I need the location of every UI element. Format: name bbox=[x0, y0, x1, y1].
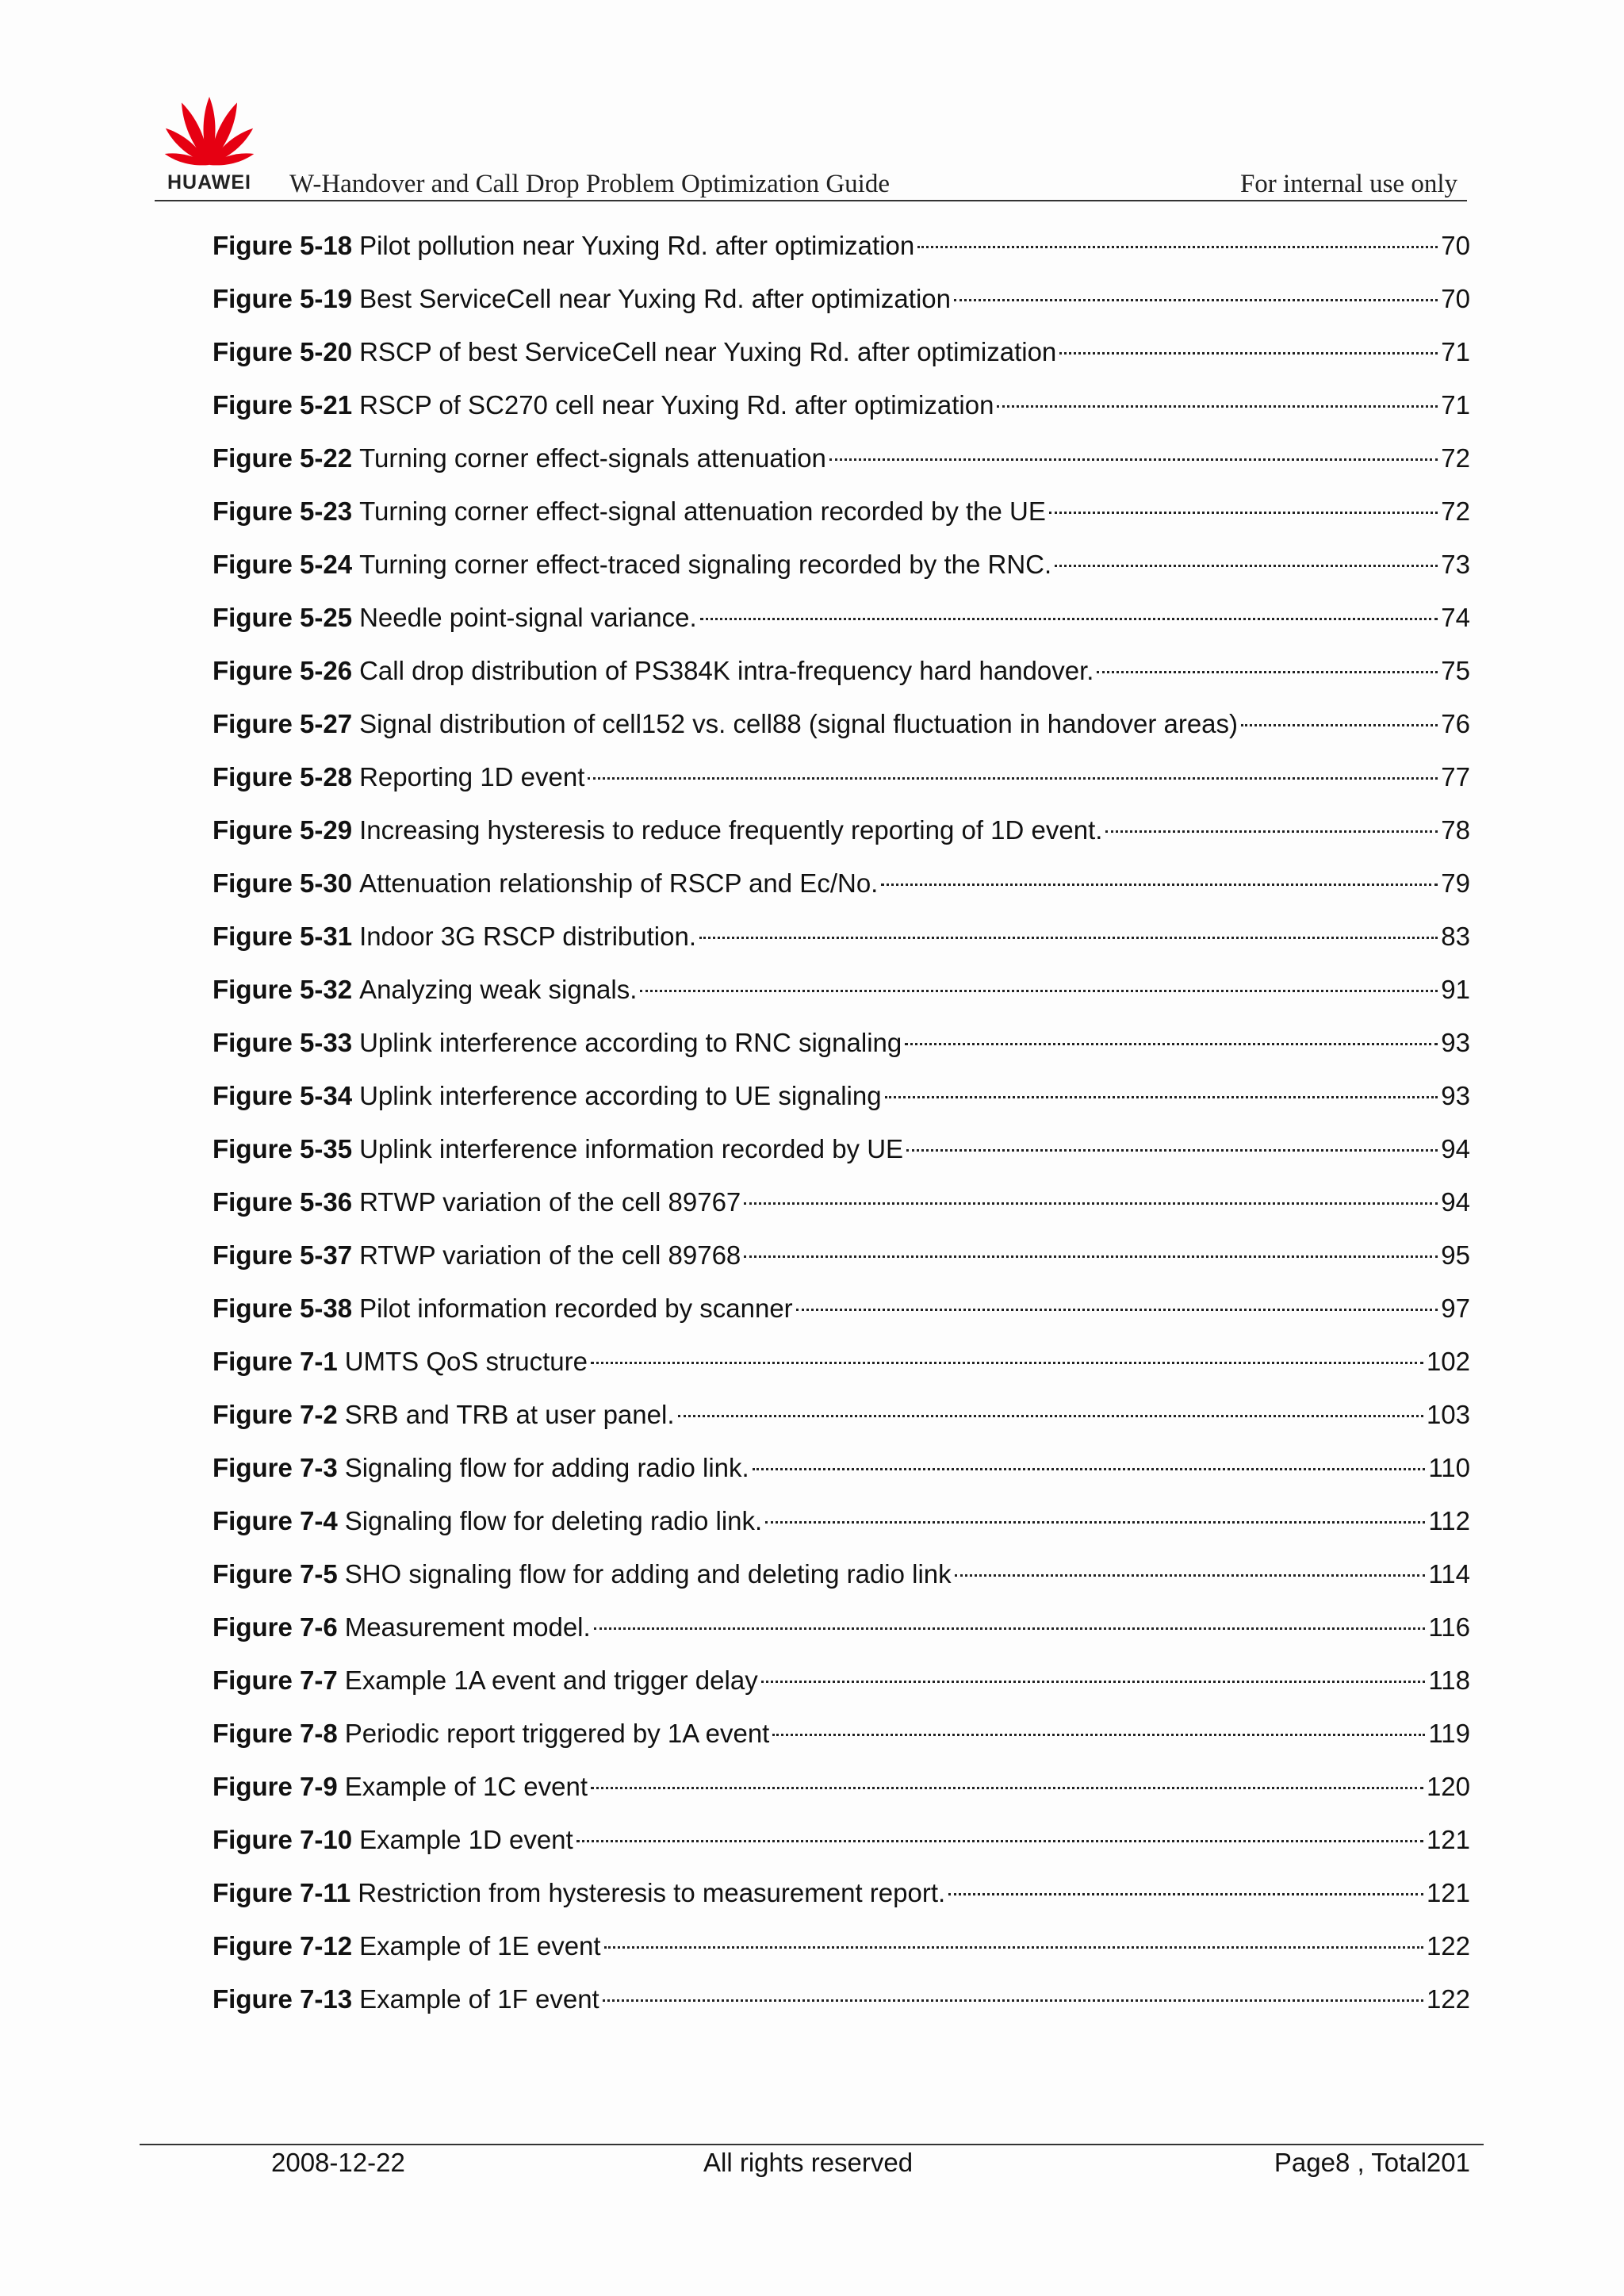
toc-entry[interactable] bbox=[213, 1554, 1470, 1607]
toc-figure-number: Figure 7-3 bbox=[213, 1453, 338, 1482]
toc-figure-number: Figure 5-32 bbox=[213, 975, 353, 1004]
toc-dot-leader bbox=[761, 1681, 1426, 1683]
toc-title: Pilot information recorded by scanner bbox=[359, 1294, 793, 1323]
toc-dot-leader bbox=[917, 246, 1438, 248]
toc-dot-leader bbox=[885, 1096, 1438, 1098]
toc-figure-number: Figure 5-18 bbox=[213, 231, 353, 260]
toc-figure-number: Figure 5-31 bbox=[213, 922, 353, 951]
toc-entry[interactable] bbox=[213, 1979, 1470, 2032]
toc-title: Example of 1F event bbox=[359, 1984, 599, 2014]
toc-entry[interactable] bbox=[213, 757, 1470, 810]
table-of-figures bbox=[213, 225, 1470, 2032]
toc-page-number: 70 bbox=[1441, 231, 1470, 260]
toc-figure-number: Figure 5-30 bbox=[213, 868, 353, 898]
toc-entry[interactable] bbox=[213, 332, 1470, 385]
toc-dot-leader bbox=[576, 1840, 1423, 1842]
toc-dot-leader bbox=[1055, 565, 1438, 567]
toc-entry[interactable] bbox=[213, 810, 1470, 863]
toc-title: Restriction from hysteresis to measurement report. bbox=[358, 1878, 946, 1907]
toc-page-number: 110 bbox=[1428, 1453, 1470, 1482]
toc-entry[interactable] bbox=[213, 1129, 1470, 1182]
toc-title: Example 1A event and trigger delay bbox=[344, 1665, 758, 1695]
toc-dot-leader bbox=[881, 884, 1438, 886]
toc-entry[interactable] bbox=[213, 1394, 1470, 1447]
toc-entry[interactable] bbox=[213, 1926, 1470, 1979]
toc-page-number: 97 bbox=[1441, 1294, 1470, 1323]
toc-dot-leader bbox=[699, 937, 1438, 939]
toc-entry[interactable] bbox=[213, 1660, 1470, 1713]
toc-title: Example of 1E event bbox=[359, 1931, 601, 1961]
toc-title: Turning corner effect-traced signaling recorded by the RNC. bbox=[359, 550, 1052, 579]
toc-figure-number: Figure 7-6 bbox=[213, 1612, 338, 1642]
toc-entry[interactable] bbox=[213, 1235, 1470, 1288]
toc-title: Signaling flow for deleting radio link. bbox=[344, 1506, 763, 1535]
huawei-logo bbox=[157, 89, 262, 194]
toc-page-number: 94 bbox=[1441, 1134, 1470, 1163]
toc-title: Needle point-signal variance. bbox=[359, 603, 697, 632]
toc-entry[interactable] bbox=[213, 969, 1470, 1022]
toc-title: Reporting 1D event bbox=[359, 762, 585, 792]
toc-title: Uplink interference according to RNC signaling bbox=[359, 1028, 902, 1057]
toc-page-number: 114 bbox=[1428, 1559, 1470, 1589]
toc-dot-leader bbox=[796, 1309, 1438, 1311]
toc-page-number: 121 bbox=[1426, 1878, 1470, 1907]
toc-title: Turning corner effect-signals attenuation bbox=[359, 443, 826, 473]
toc-title: Signal distribution of cell152 vs. cell88 (signal fluctuation in handover areas) bbox=[359, 709, 1239, 738]
toc-entry[interactable] bbox=[213, 1182, 1470, 1235]
toc-figure-number: Figure 5-37 bbox=[213, 1240, 353, 1270]
toc-page-number: 91 bbox=[1441, 975, 1470, 1004]
toc-page-number: 103 bbox=[1426, 1400, 1470, 1429]
toc-dot-leader bbox=[906, 1149, 1438, 1152]
toc-dot-leader bbox=[1059, 352, 1438, 355]
toc-dot-leader bbox=[772, 1734, 1425, 1736]
toc-dot-leader bbox=[603, 1999, 1423, 2002]
toc-figure-number: Figure 5-23 bbox=[213, 496, 353, 526]
toc-figure-number: Figure 7-11 bbox=[213, 1878, 351, 1907]
footer-page-info: Page8 , Total201 bbox=[1274, 2148, 1470, 2177]
toc-figure-number: Figure 5-24 bbox=[213, 550, 353, 579]
toc-page-number: 116 bbox=[1428, 1612, 1470, 1642]
toc-title: Uplink interference information recorded by UE bbox=[359, 1134, 904, 1163]
toc-page-number: 120 bbox=[1426, 1772, 1470, 1801]
toc-dot-leader bbox=[1097, 671, 1438, 673]
toc-title: Call drop distribution of PS384K intra-frequency hard handover. bbox=[359, 656, 1094, 685]
toc-page-number: 83 bbox=[1441, 922, 1470, 951]
toc-title: Uplink interference according to UE signaling bbox=[359, 1081, 882, 1110]
toc-dot-leader bbox=[753, 1468, 1426, 1470]
toc-page-number: 122 bbox=[1426, 1984, 1470, 2014]
toc-page-number: 73 bbox=[1441, 550, 1470, 579]
footer-rights: All rights reserved bbox=[703, 2148, 914, 2177]
toc-dot-leader bbox=[640, 990, 1438, 992]
toc-page-number: 77 bbox=[1441, 762, 1470, 792]
toc-figure-number: Figure 7-8 bbox=[213, 1719, 338, 1748]
toc-entry[interactable] bbox=[213, 385, 1470, 438]
toc-page-number: 72 bbox=[1441, 443, 1470, 473]
toc-page-number: 75 bbox=[1441, 656, 1470, 685]
toc-dot-leader bbox=[594, 1627, 1426, 1630]
toc-dot-leader bbox=[591, 1362, 1423, 1364]
toc-entry[interactable] bbox=[213, 225, 1470, 278]
toc-title: Increasing hysteresis to reduce frequently reporting of 1D event. bbox=[359, 815, 1103, 845]
toc-figure-number: Figure 7-5 bbox=[213, 1559, 338, 1589]
toc-figure-number: Figure 5-34 bbox=[213, 1081, 353, 1110]
huawei-petals-icon bbox=[157, 89, 262, 168]
toc-figure-number: Figure 5-38 bbox=[213, 1294, 353, 1323]
toc-page-number: 121 bbox=[1426, 1825, 1470, 1854]
header-divider bbox=[155, 200, 1467, 201]
toc-entry[interactable] bbox=[213, 438, 1470, 491]
toc-title: Indoor 3G RSCP distribution. bbox=[359, 922, 697, 951]
toc-entry[interactable] bbox=[213, 1022, 1470, 1075]
toc-entry[interactable] bbox=[213, 1341, 1470, 1394]
toc-dot-leader bbox=[744, 1202, 1438, 1205]
toc-page-number: 102 bbox=[1426, 1347, 1470, 1376]
toc-page-number: 93 bbox=[1441, 1028, 1470, 1057]
toc-title: Analyzing weak signals. bbox=[359, 975, 638, 1004]
toc-title: Turning corner effect-signal attenuation recorded by the UE bbox=[359, 496, 1046, 526]
toc-dot-leader bbox=[588, 777, 1438, 780]
toc-figure-number: Figure 5-27 bbox=[213, 709, 353, 738]
toc-entry[interactable] bbox=[213, 1501, 1470, 1554]
toc-entry[interactable] bbox=[213, 1819, 1470, 1872]
toc-title: Attenuation relationship of RSCP and Ec/No. bbox=[359, 868, 879, 898]
toc-dot-leader bbox=[905, 1043, 1438, 1045]
page-footer bbox=[0, 2148, 1624, 2187]
toc-figure-number: Figure 5-21 bbox=[213, 390, 353, 420]
toc-entry[interactable] bbox=[213, 1288, 1470, 1341]
toc-entry[interactable] bbox=[213, 703, 1470, 757]
toc-dot-leader bbox=[955, 1574, 1426, 1577]
toc-page-number: 74 bbox=[1441, 603, 1470, 632]
toc-entry[interactable] bbox=[213, 1075, 1470, 1129]
toc-title: Measurement model. bbox=[344, 1612, 591, 1642]
toc-entry[interactable] bbox=[213, 1766, 1470, 1819]
toc-dot-leader bbox=[1105, 830, 1438, 833]
toc-title: Example of 1C event bbox=[344, 1772, 588, 1801]
toc-title: SRB and TRB at user panel. bbox=[344, 1400, 675, 1429]
toc-dot-leader bbox=[678, 1415, 1423, 1417]
toc-dot-leader bbox=[765, 1521, 1425, 1524]
toc-figure-number: Figure 7-12 bbox=[213, 1931, 353, 1961]
classification-label: For internal use only bbox=[1239, 170, 1457, 198]
toc-figure-number: Figure 5-35 bbox=[213, 1134, 353, 1163]
toc-title: Example 1D event bbox=[359, 1825, 573, 1854]
toc-entry[interactable] bbox=[213, 491, 1470, 544]
toc-figure-number: Figure 7-10 bbox=[213, 1825, 353, 1854]
toc-dot-leader bbox=[954, 299, 1438, 301]
toc-figure-number: Figure 5-28 bbox=[213, 762, 353, 792]
toc-page-number: 71 bbox=[1441, 337, 1470, 366]
toc-title: Signaling flow for adding radio link. bbox=[344, 1453, 749, 1482]
toc-figure-number: Figure 5-26 bbox=[213, 656, 353, 685]
toc-entry[interactable] bbox=[213, 597, 1470, 650]
toc-title: RTWP variation of the cell 89768 bbox=[359, 1240, 741, 1270]
logo-text: HUAWEI bbox=[167, 171, 251, 194]
toc-title: UMTS QoS structure bbox=[344, 1347, 588, 1376]
toc-entry[interactable] bbox=[213, 1713, 1470, 1766]
toc-page-number: 79 bbox=[1441, 868, 1470, 898]
toc-entry[interactable] bbox=[213, 863, 1470, 916]
toc-figure-number: Figure 7-4 bbox=[213, 1506, 338, 1535]
toc-figure-number: Figure 7-2 bbox=[213, 1400, 338, 1429]
toc-figure-number: Figure 7-9 bbox=[213, 1772, 338, 1801]
toc-dot-leader bbox=[948, 1893, 1423, 1895]
toc-title: RSCP of best ServiceCell near Yuxing Rd. after optimization bbox=[359, 337, 1057, 366]
toc-dot-leader bbox=[604, 1946, 1423, 1949]
toc-figure-number: Figure 7-7 bbox=[213, 1665, 338, 1695]
toc-dot-leader bbox=[829, 458, 1438, 461]
toc-dot-leader bbox=[1049, 512, 1438, 514]
document-title: W-Handover and Call Drop Problem Optimization Guide bbox=[289, 170, 891, 198]
toc-figure-number: Figure 5-20 bbox=[213, 337, 353, 366]
toc-title: SHO signaling flow for adding and deleting radio link bbox=[344, 1559, 952, 1589]
toc-page-number: 72 bbox=[1441, 496, 1470, 526]
toc-figure-number: Figure 5-29 bbox=[213, 815, 353, 845]
toc-page-number: 112 bbox=[1428, 1506, 1470, 1535]
toc-page-number: 93 bbox=[1441, 1081, 1470, 1110]
toc-page-number: 95 bbox=[1441, 1240, 1470, 1270]
toc-figure-number: Figure 5-22 bbox=[213, 443, 353, 473]
footer-divider bbox=[140, 2144, 1484, 2145]
toc-figure-number: Figure 5-19 bbox=[213, 284, 353, 313]
toc-figure-number: Figure 7-1 bbox=[213, 1347, 338, 1376]
toc-page-number: 118 bbox=[1428, 1665, 1470, 1695]
toc-page-number: 78 bbox=[1441, 815, 1470, 845]
toc-page-number: 119 bbox=[1428, 1719, 1470, 1748]
toc-dot-leader bbox=[997, 405, 1438, 408]
toc-entry[interactable] bbox=[213, 544, 1470, 597]
toc-title: Periodic report triggered by 1A event bbox=[344, 1719, 770, 1748]
toc-title: Pilot pollution near Yuxing Rd. after optimization bbox=[359, 231, 915, 260]
toc-entry[interactable] bbox=[213, 1607, 1470, 1660]
toc-entry[interactable] bbox=[213, 650, 1470, 703]
toc-dot-leader bbox=[744, 1255, 1438, 1258]
toc-figure-number: Figure 5-33 bbox=[213, 1028, 353, 1057]
toc-page-number: 70 bbox=[1441, 284, 1470, 313]
toc-figure-number: Figure 7-13 bbox=[213, 1984, 353, 2014]
toc-title: RTWP variation of the cell 89767 bbox=[359, 1187, 741, 1217]
toc-title: RSCP of SC270 cell near Yuxing Rd. after optimization bbox=[359, 390, 994, 420]
footer-date: 2008-12-22 bbox=[271, 2148, 405, 2177]
toc-dot-leader bbox=[700, 618, 1438, 620]
toc-page-number: 122 bbox=[1426, 1931, 1470, 1961]
toc-dot-leader bbox=[591, 1787, 1423, 1789]
toc-figure-number: Figure 5-36 bbox=[213, 1187, 353, 1217]
toc-figure-number: Figure 5-25 bbox=[213, 603, 353, 632]
toc-entry[interactable] bbox=[213, 1872, 1470, 1926]
toc-dot-leader bbox=[1241, 724, 1438, 726]
toc-title: Best ServiceCell near Yuxing Rd. after optimization bbox=[359, 284, 951, 313]
toc-page-number: 76 bbox=[1441, 709, 1470, 738]
toc-page-number: 71 bbox=[1441, 390, 1470, 420]
toc-page-number: 94 bbox=[1441, 1187, 1470, 1217]
toc-entry[interactable] bbox=[213, 278, 1470, 332]
toc-entry[interactable] bbox=[213, 1447, 1470, 1501]
toc-entry[interactable] bbox=[213, 916, 1470, 969]
